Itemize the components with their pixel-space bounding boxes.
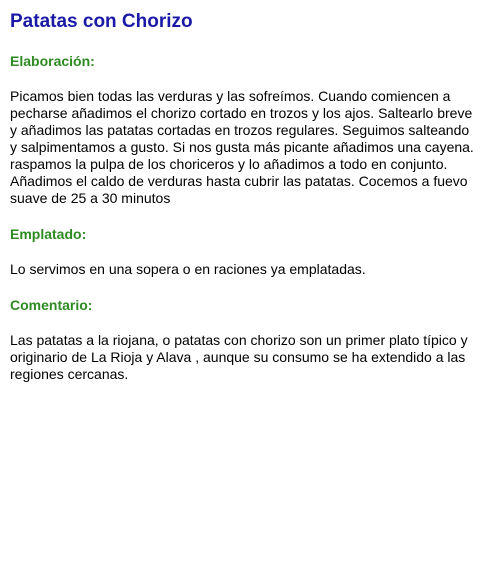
comentario-heading: Comentario:: [10, 297, 93, 313]
elaboracion-text: Picamos bien todas las verduras y las sofreímos. Cuando comiencen a pecharse añadimos el chorizo cortado en trozos y los ajos. Saltearlo breve y añadimos las patatas cortadas en trozos regulares. Seguimos salteando y salpimentamos a gusto. Si nos gusta más picante añadimos una cayena. raspamos la pulpa de los choriceros y lo añadimos a todo en conjunto. Añadimos el caldo de verduras hasta cubrir las patatas. Cocemos a fuevo suave de 25 a 30 minutos: [10, 88, 474, 206]
emplatado-heading: Emplatado:: [10, 226, 87, 242]
emplatado-text: Lo servimos en una sopera o en raciones ya emplatadas.: [10, 261, 366, 277]
comentario-text: Las patatas a la riojana, o patatas con chorizo son un primer plato típico y originario de La Rioja y Alava , aunque su consumo se ha extendido a las regiones cercanas.: [10, 332, 468, 382]
page-title: Patatas con Chorizo: [10, 11, 193, 32]
elaboracion-heading: Elaboración:: [10, 53, 95, 69]
